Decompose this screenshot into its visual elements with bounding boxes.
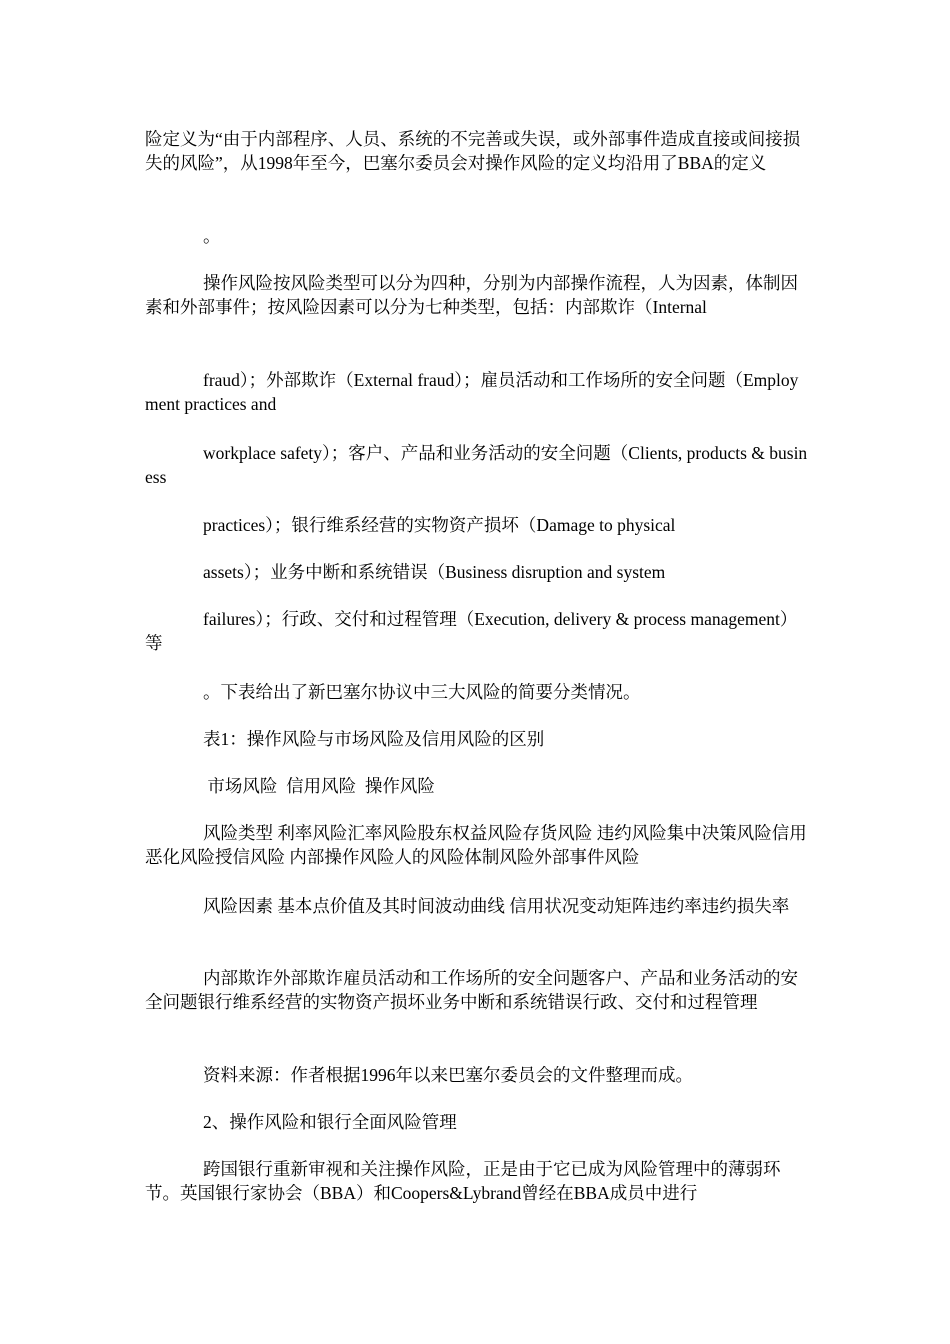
- table-row-risk-type: 风险类型 利率风险汇率风险股东权益风险存货风险 违约风险集中决策风险信用恶化风险授信风险 内部操作风险人的风险体制风险外部事件风险: [145, 823, 807, 867]
- paragraph-weak-link: 跨国银行重新审视和关注操作风险，正是由于它已成为风险管理中的薄弱环节。英国银行家协会（BBA）和Coopers&Lybrand曾经在BBA成员中进行: [145, 1159, 781, 1203]
- table-row-operational-factors: 内部欺诈外部欺诈雇员活动和工作场所的安全问题客户、产品和业务活动的安全问题银行维系经营的实物资产损坏业务中断和系统错误行政、交付和过程管理: [145, 968, 798, 1012]
- table-row-risk-factor: 风险因素 基本点价值及其时间波动曲线 信用状况变动矩阵违约率违约损失率: [203, 896, 790, 916]
- source-note: 资料来源：作者根据1996年以来巴塞尔委员会的文件整理而成。: [203, 1065, 693, 1085]
- paragraph-period: 。: [203, 226, 221, 246]
- paragraph-physical-assets: practices）；银行维系经营的实物资产损坏（Damage to physical: [203, 515, 676, 535]
- table-caption: 表1：操作风险与市场风险及信用风险的区别: [203, 729, 545, 749]
- paragraph-risk-types: 操作风险按风险类型可以分为四种，分别为内部操作流程，人为因素，体制因素和外部事件；按风险因素可以分为七种类型，包括：内部欺诈（Internal: [145, 273, 798, 317]
- paragraph-business-disruption: assets）；业务中断和系统错误（Business disruption and system: [203, 562, 666, 582]
- section-heading: 2、操作风险和银行全面风险管理: [203, 1112, 457, 1132]
- paragraph-external-fraud: fraud）；外部欺诈（External fraud）；雇员活动和工作场所的安全问题（Employment practices and: [145, 370, 799, 414]
- table-header-row: 市场风险 信用风险 操作风险: [203, 776, 435, 796]
- paragraph-workplace-safety: workplace safety）；客户、产品和业务活动的安全问题（Clients, products & business: [145, 443, 808, 487]
- paragraph-execution-delivery: failures）；行政、交付和过程管理（Execution, delivery & process management）等: [145, 609, 798, 653]
- paragraph-table-intro: 。下表给出了新巴塞尔协议中三大风险的简要分类情况。: [203, 682, 641, 702]
- paragraph-bba-definition: 险定义为“由于内部程序、人员、系统的不完善或失误，或外部事件造成直接或间接损失的风险”，从1998年至今，巴塞尔委员会对操作风险的定义均沿用了BBA的定义: [145, 129, 801, 173]
